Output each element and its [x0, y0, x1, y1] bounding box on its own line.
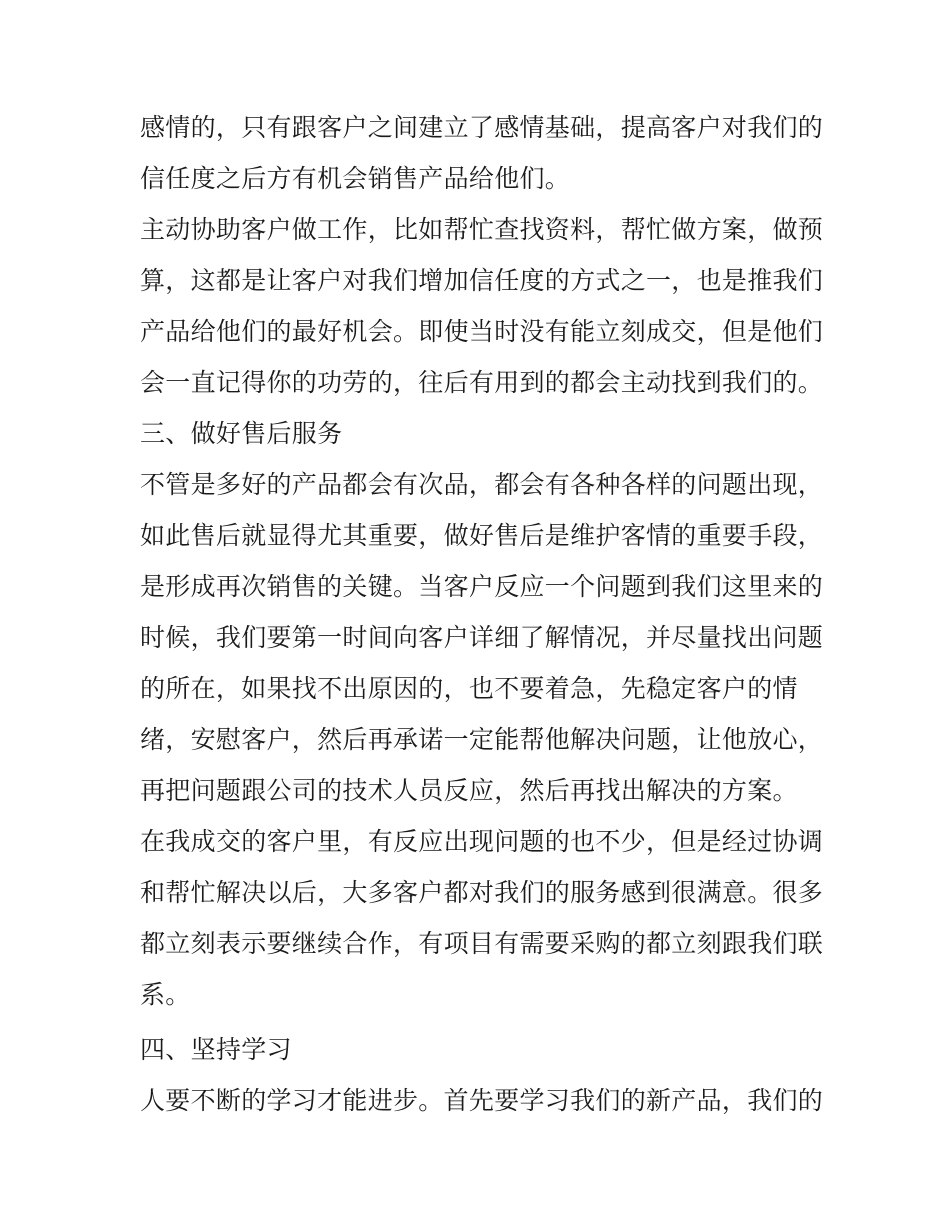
- paragraph-line: 再把问题跟公司的技术人员反应，然后再找出解决的方案。: [140, 776, 798, 805]
- paragraph-line: 感情的，只有跟客户之间建立了感情基础，提高客户对我们的: [140, 113, 824, 142]
- paragraph-line: 产品给他们的最好机会。即使当时没有能立刻成交，但是他们: [140, 317, 824, 346]
- paragraph-line: 的所在，如果找不出原因的，也不要着急，先稳定客户的情: [140, 674, 798, 703]
- section-heading: 三、做好售后服务: [140, 419, 343, 448]
- paragraph-line: 系。: [140, 980, 191, 1009]
- paragraph-line: 绪，安慰客户，然后再承诺一定能帮他解决问题，让他放心，: [140, 725, 824, 754]
- paragraph-line: 是形成再次销售的关键。当客户反应一个问题到我们这里来的: [140, 572, 824, 601]
- document-body: [140, 102, 824, 1126]
- paragraph-line: 不管是多好的产品都会有次品，都会有各种各样的问题出现，: [140, 470, 824, 499]
- paragraph-line: 信任度之后方有机会销售产品给他们。: [140, 164, 571, 193]
- paragraph-line: 如此售后就显得尤其重要，做好售后是维护客情的重要手段，: [140, 521, 824, 550]
- section-heading: 四、坚持学习: [140, 1035, 292, 1064]
- paragraph-line: 和帮忙解决以后，大多客户都对我们的服务感到很满意。很多: [140, 878, 824, 907]
- paragraph-line: 都立刻表示要继续合作，有项目有需要采购的都立刻跟我们联: [140, 929, 824, 958]
- paragraph-line: 主动协助客户做工作，比如帮忙查找资料，帮忙做方案，做预: [140, 215, 824, 244]
- paragraph-line: 算，这都是让客户对我们增加信任度的方式之一，也是推我们: [140, 266, 824, 295]
- paragraph-line: 在我成交的客户里，有反应出现问题的也不少，但是经过协调: [140, 827, 824, 856]
- paragraph-line: 会一直记得你的功劳的，往后有用到的都会主动找到我们的。: [140, 368, 824, 397]
- paragraph-line: 时候，我们要第一时间向客户详细了解情况，并尽量找出问题: [140, 623, 824, 652]
- paragraph-line: 人要不断的学习才能进步。首先要学习我们的新产品，我们的: [140, 1086, 824, 1115]
